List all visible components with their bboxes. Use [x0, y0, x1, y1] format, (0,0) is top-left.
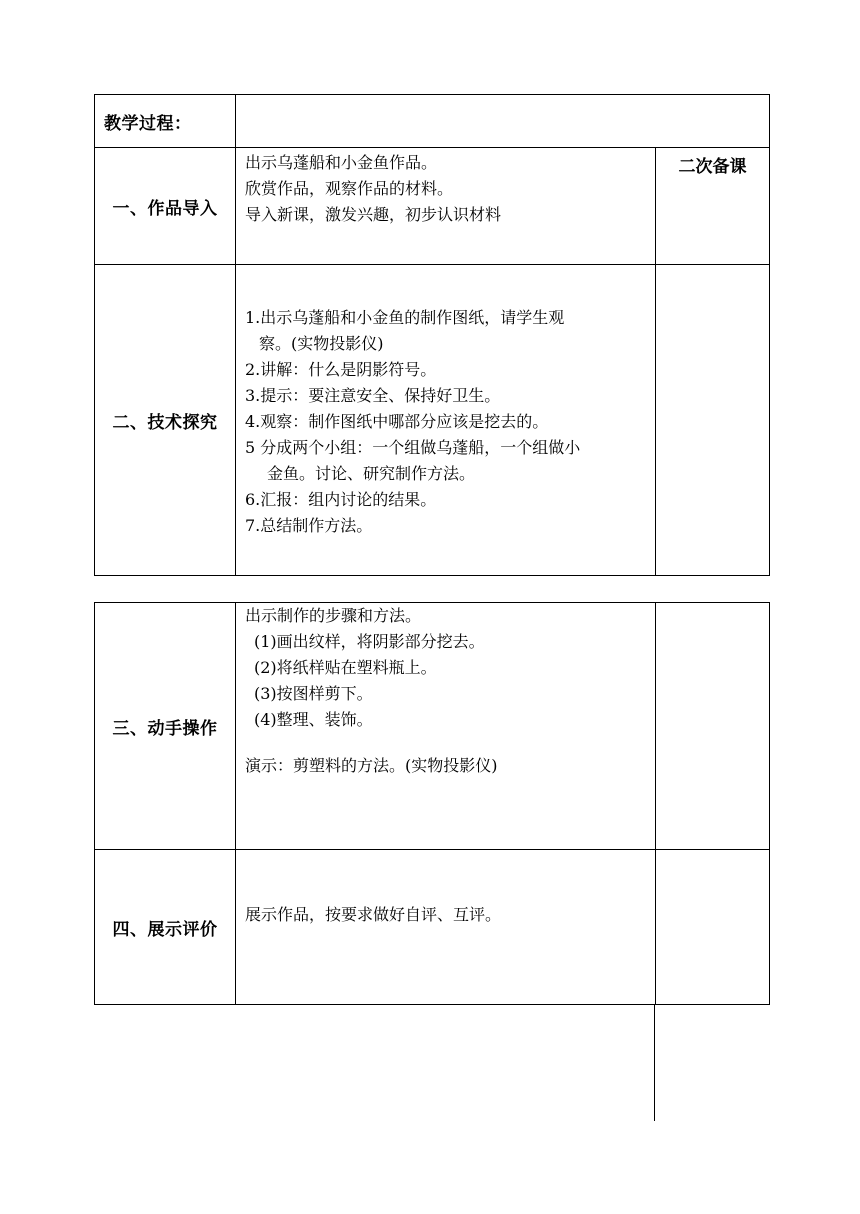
secondary-preparation-label: 二次备课 — [656, 148, 770, 265]
section2-line-2: 察。(实物投影仪) — [259, 334, 384, 353]
teaching-process-header: 教学过程： — [95, 95, 236, 148]
section3-step-2: (2)将纸样贴在塑料瓶上。 — [254, 658, 437, 677]
section2-line-3: 2.讲解：什么是阴影符号。 — [245, 360, 437, 379]
section3-demo: 演示：剪塑料的方法。(实物投影仪) — [245, 756, 498, 775]
section2-label: 二、技术探究 — [95, 265, 236, 576]
section2-line-1: 1.出示乌蓬船和小金鱼的制作图纸，请学生观 — [245, 308, 565, 327]
section3-step-4: (4)整理、装饰。 — [254, 710, 373, 729]
header-empty-cell — [236, 95, 770, 148]
section3-note-cell — [656, 603, 770, 850]
section1-label: 一、作品导入 — [95, 148, 236, 265]
section1-line-1: 出示乌蓬船和小金鱼作品。 — [245, 153, 438, 172]
section4-line-1: 展示作品，按要求做好自评、互评。 — [245, 905, 502, 924]
section3-line-1: 出示制作的步骤和方法。 — [245, 606, 422, 625]
section2-line-5: 4.观察：制作图纸中哪部分应该是挖去的。 — [245, 412, 549, 431]
section4-content — [236, 850, 656, 1005]
section3-label: 三、动手操作 — [95, 603, 236, 850]
section2-line-6: 5 分成两个小组：一个组做乌蓬船，一个组做小 — [245, 438, 581, 457]
section3-step-3: (3)按图样剪下。 — [254, 684, 373, 703]
section2-line-7: 金鱼。讨论、研究制作方法。 — [267, 464, 476, 483]
section4-label: 四、展示评价 — [95, 850, 236, 1005]
section2-line-4: 3.提示：要注意安全、保持好卫生。 — [245, 386, 501, 405]
section3-content — [236, 603, 656, 850]
column-divider-line — [654, 1004, 655, 1121]
teaching-process-table — [94, 94, 770, 576]
section2-note-cell — [656, 265, 770, 576]
section2-content — [236, 265, 656, 576]
section2-line-8: 6.汇报：组内讨论的结果。 — [245, 490, 437, 509]
section3-spacer — [245, 733, 653, 753]
section1-line-3: 导入新课，激发兴趣，初步认识材料 — [245, 205, 502, 224]
section2-line-9: 7.总结制作方法。 — [245, 516, 373, 535]
teaching-process-table-continued — [94, 602, 770, 1005]
section3-step-1: (1)画出纹样，将阴影部分挖去。 — [254, 632, 485, 651]
section4-note-cell — [656, 850, 770, 1005]
section1-line-2: 欣赏作品，观察作品的材料。 — [245, 179, 454, 198]
section1-content — [236, 148, 656, 265]
